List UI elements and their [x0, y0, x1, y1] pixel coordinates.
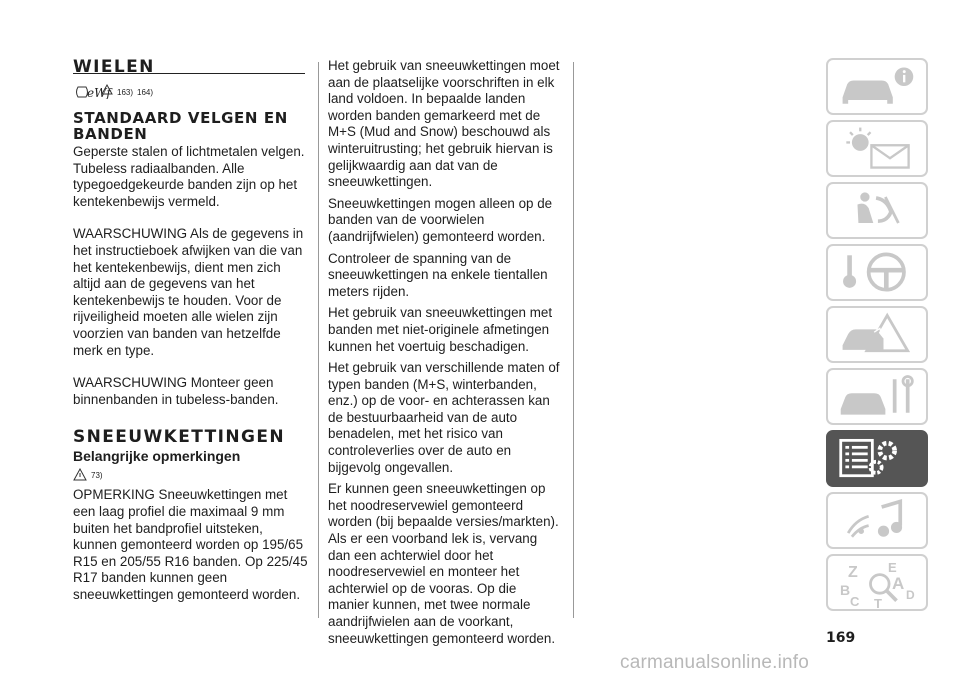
paragraph: Het gebruik van sneeuwkettingen met banden met niet-originele afmetingen kunnen het voertuig beschadigen.	[328, 305, 553, 354]
tab-index[interactable]	[826, 554, 928, 611]
paragraph: Sneeuwkettingen mogen alleen op de banden van de voorwielen (aandrijfwielen) gemonteerd worden.	[328, 195, 553, 244]
warning-refs	[73, 82, 309, 104]
tire-pressure-icon	[73, 83, 113, 104]
column-divider-right	[573, 62, 574, 618]
airbag-seat-icon	[828, 184, 926, 237]
ref-164: 164)	[137, 88, 154, 97]
svg-text:eWf: eWf	[87, 85, 111, 99]
crash-warning-icon	[828, 308, 926, 361]
tab-warning-lights[interactable]	[826, 120, 928, 177]
left-column	[73, 58, 309, 619]
paragraph: OPMERKING Sneeuwkettingen met een laag profiel die maximaal 9 mm buiten het bandprofiel uitsteken, kunnen gemonteerd worden op 195/65 R15 en 205/55 R16 banden. Op 225/45 R17 banden kunnen geen sneeuwkettingen gemonteerd worden.	[73, 487, 308, 602]
paragraph: WAARSCHUWING Monteer geen binnenbanden in tubeless-banden.	[73, 375, 279, 407]
tab-starting-driving[interactable]	[826, 244, 928, 301]
index-letter: E	[888, 560, 897, 575]
tab-car-info[interactable]	[826, 58, 928, 115]
tab-technical-data[interactable]	[826, 430, 928, 487]
chapter-tabs	[826, 58, 930, 616]
index-letter: A	[892, 574, 905, 593]
key-steering-wheel-icon	[828, 246, 926, 299]
paragraph: Er kunnen geen sneeuwkettingen op het noodreservewiel gemonteerd worden (bij bepaalde versies/markten). Als er een voorband lek is, vervang dan een achterwiel door het noodreservewiel en monteer het achterwiel op de vooras. Op die manier kunnen, met twee normale aandrijfwielen aan de voorkant, sneeuwkettingen gemonteerd worden.	[328, 481, 559, 646]
paragraph: Geperste stalen of lichtmetalen velgen. Tubeless radiaalbanden. Alle typegoedgekeurde banden zijn op het kentekenbewijs vermeld.	[73, 144, 305, 209]
index-letter: D	[906, 588, 915, 602]
warning-triangle-icon	[73, 468, 87, 486]
ref-163: 163)	[117, 88, 134, 97]
tab-servicing[interactable]	[826, 368, 928, 425]
car-service-tools-icon	[828, 370, 926, 423]
tab-emergency[interactable]	[826, 306, 928, 363]
warning-refs-2	[73, 465, 309, 487]
index-letter: T	[874, 596, 882, 611]
index-letter: B	[840, 582, 851, 598]
section-title-sneeuwkettingen: SNEEUWKETTINGEN	[73, 427, 285, 448]
paragraph: Het gebruik van verschillende maten of typen banden (M+S, winterbanden, enz.) op de voor- en achterassen kan de bestuurbaarheid van de auto benadelen, met het risico van controleverlies over de auto en bijgevolg ongevallen.	[328, 360, 560, 475]
page-number: 169	[826, 630, 856, 646]
paragraph: Controleer de spanning van de sneeuwkettingen na enkele tientallen meters rijden.	[328, 250, 548, 299]
paragraph: WAARSCHUWING Als de gegevens in het instructieboek afwijken van die van het kentekenbewijs, dient men zich altijd aan de gegevens van het kentekenbewijs te houden. Voor de rijveiligheid moeten alle wielen zijn voorzien van banden van hetzelfde merk en type.	[73, 226, 304, 358]
multimedia-music-icon	[828, 494, 926, 547]
middle-column	[328, 58, 560, 652]
car-info-icon	[828, 60, 926, 113]
specifications-gears-icon	[828, 432, 926, 485]
paragraph: Het gebruik van sneeuwkettingen moet aan de plaatselijke voorschriften in elk land voldoen. In bepaalde landen worden banden gemarkeerd met de M+S (Mud and Snow) beschouwd als winteruitrusting; het gebruik hiervan is gelijkwaardig aan dat van de sneeuwkettingen.	[328, 58, 560, 190]
section-title-wielen: WIELEN	[73, 57, 155, 77]
column-divider	[318, 62, 319, 618]
warning-lights-message-icon	[828, 122, 926, 175]
tab-multimedia[interactable]	[826, 492, 928, 549]
subsection-title-opmerkingen: Belangrijke opmerkingen	[73, 448, 241, 465]
ref-73: 73)	[91, 471, 103, 481]
watermark: carmanualsonline.info	[620, 652, 810, 673]
index-letter: Z	[848, 564, 858, 581]
tab-safety[interactable]	[826, 182, 928, 239]
index-letter: C	[850, 594, 860, 609]
subsection-title-standaard: STANDAARD VELGEN EN BANDEN	[73, 109, 288, 143]
